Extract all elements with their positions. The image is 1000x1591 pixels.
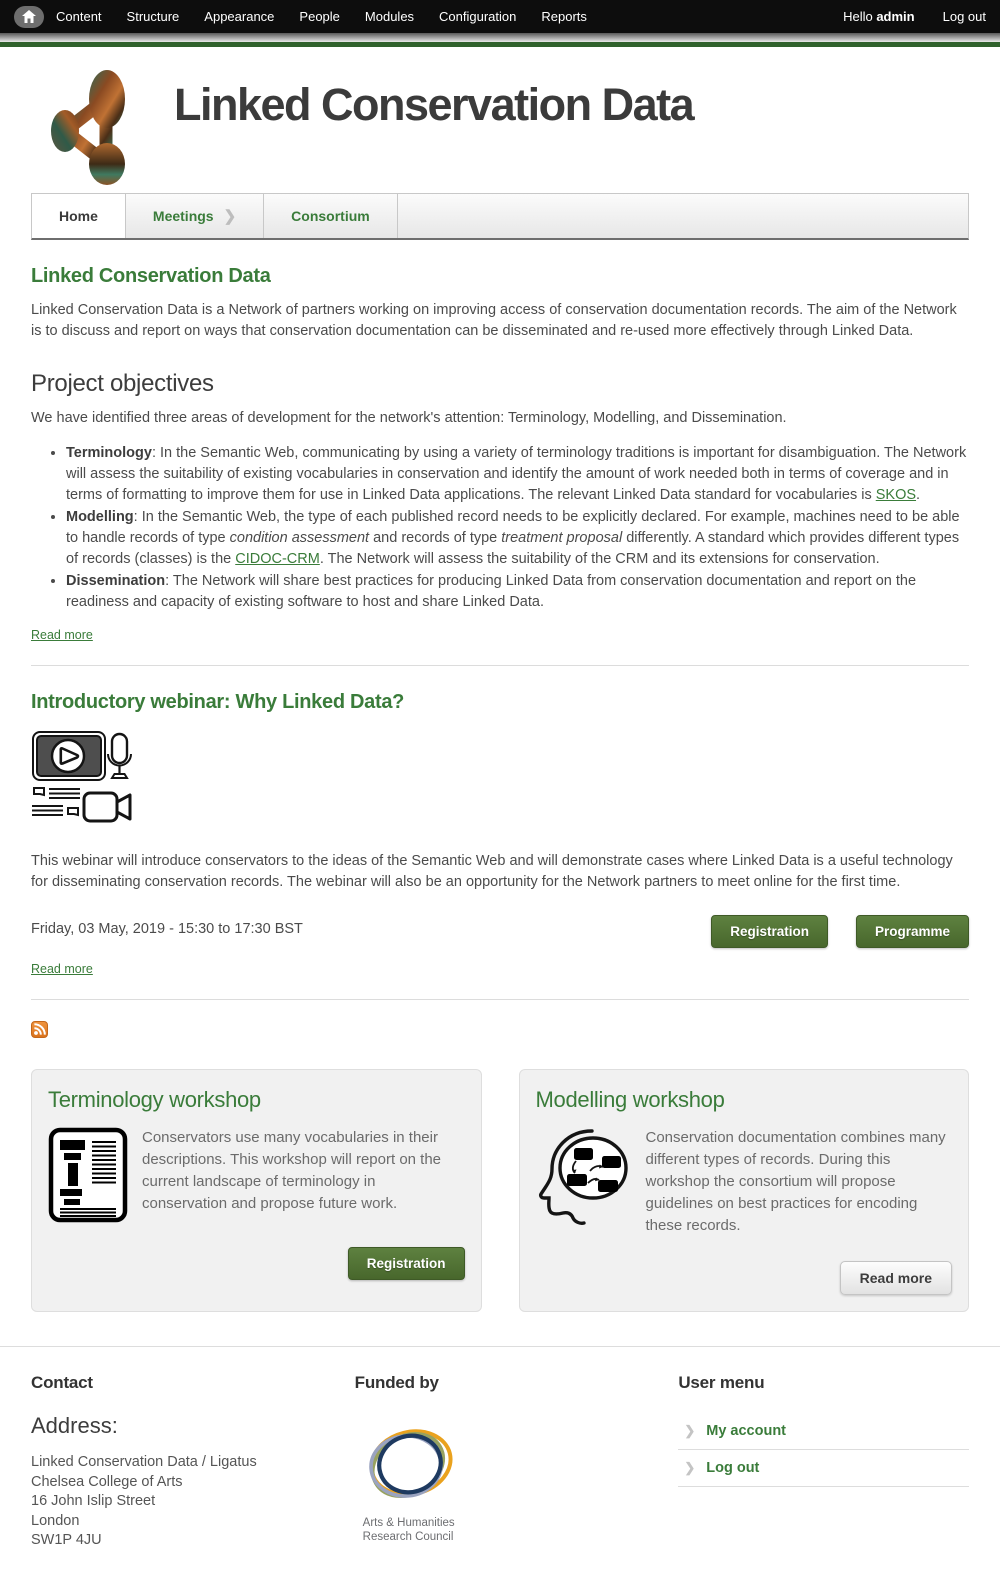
- user-menu-list: [678, 1413, 969, 1487]
- objectives-list: [31, 443, 969, 613]
- document-icon: [48, 1127, 128, 1223]
- post1-title[interactable]: Linked Conservation Data: [31, 265, 271, 287]
- bullet-text: and records of type: [369, 530, 502, 546]
- admin-item-reports[interactable]: Reports: [541, 9, 587, 24]
- card-body-text: Conservators use many vocabularies in their descriptions. This workshop will report on the current landscape of terminology in conservation and propose future work.: [142, 1129, 442, 1212]
- bullet-lead: Dissemination: [66, 573, 166, 589]
- site-title: Linked Conservation Data: [174, 79, 694, 130]
- address-heading: Address:: [31, 1413, 118, 1438]
- brain-network-icon: [536, 1127, 632, 1227]
- admin-item-configuration[interactable]: Configuration: [439, 9, 517, 24]
- user-menu-item-log-out[interactable]: [678, 1450, 969, 1487]
- post2-body: This webinar will introduce conservators to the ideas of the Semantic Web and will demonstrate cases where Linked Data is a useful technology for disseminating conservation records. The webinar will also be an opportunity for the Network partners to meet online for the first time.: [31, 853, 953, 890]
- admin-greeting: [843, 9, 915, 24]
- bullet-text: : The Network will share best practices for producing Linked Data from conservation documentation and report on the readiness and capacity of existing software to host and share Linked Data.: [66, 573, 917, 610]
- bullet-text: .: [916, 487, 921, 503]
- objectives-heading: Project objectives: [31, 370, 214, 397]
- ahrc-caption-line2: Research Council: [362, 1531, 454, 1543]
- admin-item-modules[interactable]: Modules: [364, 9, 415, 24]
- section-divider: [31, 665, 969, 666]
- main-navigation: [31, 193, 969, 240]
- post1-intro: Linked Conservation Data is a Network of partners working on improving access of conservation documentation records. The aim of the Network is to discuss and report on ways that conservation documentation can be disseminated and re-used more effectively through Linked Data.: [31, 302, 957, 339]
- workshop-cards: [31, 1069, 969, 1312]
- tab-meetings-label: Meetings: [152, 207, 214, 224]
- ahrc-caption: [363, 1516, 646, 1544]
- address-line: London: [31, 1512, 80, 1529]
- section-divider: [31, 999, 969, 1000]
- bullet-lead: Terminology: [66, 445, 152, 461]
- site-header: [0, 47, 1000, 193]
- log-out-link[interactable]: Log out: [706, 1460, 760, 1476]
- terminology-registration-button[interactable]: Registration: [348, 1247, 465, 1280]
- address-line: Chelsea College of Arts: [31, 1473, 183, 1490]
- submenu-chevron-icon: ❯: [223, 207, 237, 225]
- list-item-dissemination: [66, 571, 969, 613]
- main-content: [0, 265, 1000, 1312]
- admin-item-people[interactable]: People: [299, 9, 340, 24]
- list-item-terminology: [66, 443, 969, 506]
- contact-heading: Contact: [31, 1373, 93, 1392]
- tab-home[interactable]: [32, 194, 126, 238]
- skos-link[interactable]: SKOS: [875, 487, 917, 503]
- admin-item-content[interactable]: Content: [56, 9, 102, 24]
- bullet-text: : In the Semantic Web, communicating by using a variety of terminology traditions is important for disambiguation. The Network will assess the suitability of existing vocabularies in conservation and identify the amount of work needed both in terms of coverage and in terms of formatting to improve them for use in Linked Data applications. The relevant Linked Data standard for vocabularies is: [66, 445, 967, 503]
- rss-feed-icon[interactable]: [31, 1021, 48, 1043]
- modelling-read-more-button[interactable]: Read more: [840, 1261, 952, 1295]
- user-menu-item-my-account[interactable]: [678, 1413, 969, 1450]
- header-shadow-stripe: [0, 33, 1000, 42]
- card-title[interactable]: Modelling workshop: [535, 1087, 725, 1112]
- programme-button[interactable]: Programme: [856, 915, 969, 948]
- tab-meetings[interactable]: [126, 194, 264, 238]
- post1-read-more-link[interactable]: Read more: [31, 628, 93, 642]
- card-body-text: Conservation documentation combines many different types of records. During this workshop the consortium will propose guidelines on best practices for encoding these records.: [645, 1129, 946, 1234]
- address-line: SW1P 4JU: [31, 1532, 102, 1548]
- webinar-date: Friday, 03 May, 2019 - 15:30 to 17:30 BST: [31, 921, 303, 937]
- bullet-lead: Modelling: [66, 509, 134, 525]
- greeting-prefix: Hello: [843, 9, 877, 24]
- webinar-date-row: [31, 915, 969, 948]
- admin-item-structure[interactable]: Structure: [126, 9, 180, 24]
- admin-item-appearance[interactable]: Appearance: [204, 9, 275, 24]
- post2-title[interactable]: Introductory webinar: Why Linked Data?: [31, 691, 405, 713]
- bullet-text: : In the Semantic Web, the type of each published record needs to be explicitly declared. For example, machines need to be able to handle records of type: [66, 509, 960, 546]
- footer-funded-column: [355, 1373, 646, 1551]
- chevron-right-icon: ❯: [684, 1460, 696, 1475]
- bullet-emphasis: treatment proposal: [501, 530, 623, 546]
- admin-menu: [56, 9, 587, 24]
- post2-read-more-link[interactable]: Read more: [31, 962, 93, 976]
- footer: [0, 1346, 1000, 1591]
- site-logo[interactable]: [40, 67, 152, 187]
- list-item-modelling: [66, 507, 969, 570]
- tab-consortium-label: Consortium: [291, 207, 370, 224]
- tab-consortium[interactable]: [264, 194, 398, 238]
- admin-home-button[interactable]: [14, 6, 44, 28]
- chevron-right-icon: ❯: [684, 1423, 696, 1438]
- footer-user-menu-column: [678, 1373, 969, 1551]
- my-account-link[interactable]: My account: [706, 1423, 786, 1439]
- home-icon: [22, 10, 36, 23]
- address-line: 16 John Islip Street: [31, 1493, 156, 1509]
- footer-contact-column: [31, 1373, 322, 1551]
- admin-logout-link[interactable]: Log out: [942, 9, 986, 24]
- username: admin: [876, 9, 915, 24]
- admin-toolbar: [0, 0, 1000, 33]
- terminology-workshop-card: [31, 1069, 482, 1312]
- bullet-text: differently. A standard which provides different types of records (classes) is the: [66, 530, 960, 567]
- address-line: Linked Conservation Data / Ligatus: [31, 1454, 257, 1470]
- ahrc-logo: [361, 1423, 461, 1507]
- webinar-icon: [31, 730, 137, 832]
- bullet-emphasis: condition assessment: [229, 530, 370, 546]
- tab-home-label: Home: [59, 207, 98, 224]
- funded-by-heading: Funded by: [354, 1373, 439, 1392]
- registration-button[interactable]: Registration: [711, 915, 828, 948]
- bullet-text: . The Network will assess the suitability of the CRM and its extensions for conservation.: [319, 551, 880, 567]
- objectives-intro: We have identified three areas of development for the network's attention: Terminology, Modelling, and Dissemination.: [31, 410, 787, 426]
- user-menu-heading: User menu: [678, 1373, 765, 1392]
- ahrc-caption-line1: Arts & Humanities: [362, 1517, 455, 1529]
- modelling-workshop-card: [519, 1069, 970, 1312]
- card-title[interactable]: Terminology workshop: [48, 1087, 261, 1112]
- cidoc-crm-link[interactable]: CIDOC-CRM: [235, 551, 320, 567]
